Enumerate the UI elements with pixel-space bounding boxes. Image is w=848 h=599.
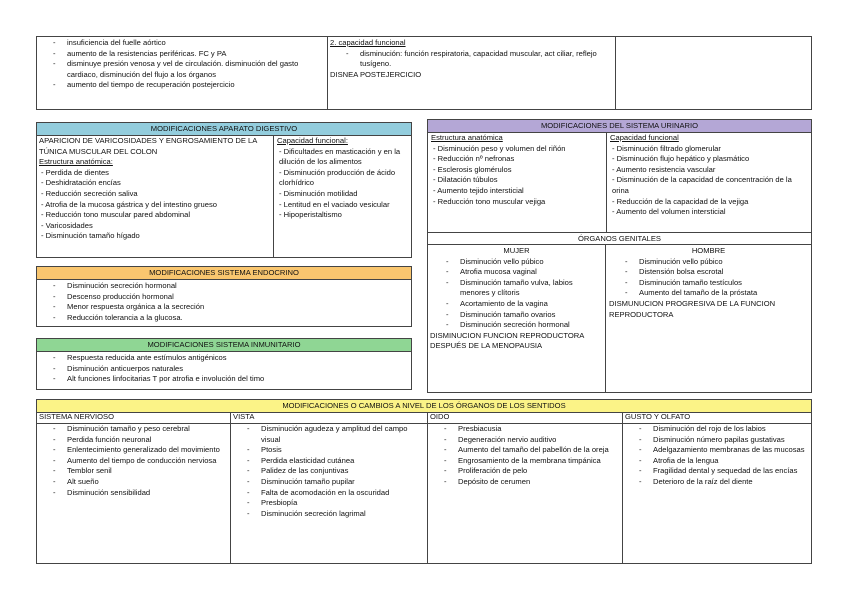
digestivo-title: MODIFICACIONES APARATO DIGESTIVO — [37, 123, 411, 136]
list-item: - Adelgazamiento membranas de las mucosas — [623, 445, 809, 456]
hombre-label: HOMBRE — [691, 246, 726, 255]
list-item: - Disminución anticuerpos naturales — [37, 364, 411, 375]
nervioso-col — [37, 412, 230, 563]
list-item: - Atrofia de la lengua — [623, 456, 809, 467]
list-item: - Acortamiento de la vagina — [430, 299, 603, 310]
top-col-1-list — [37, 38, 327, 91]
list-item: - Reducción tono muscular vejiga — [433, 196, 546, 206]
list-item: - Disminución tamaño vulva, labios menores y clítoris — [430, 278, 603, 299]
endocrino-box — [36, 266, 412, 327]
list-item: - Disminución secreción hormonal — [430, 320, 603, 331]
list-item: - Disminución producción de ácido clorhídrico — [279, 167, 396, 188]
list-item: - Disminución tamaño pupilar — [231, 477, 425, 488]
list-item: - disminución: función respiratoria, capacidad muscular, act ciliar, reflejo tusígeno. — [330, 49, 613, 70]
list-item: - Disminución sensibilidad — [37, 488, 228, 499]
sentidos-box — [36, 399, 812, 564]
list-item: - Alt sueño — [37, 477, 228, 488]
hombre-list — [609, 257, 808, 299]
top-table — [36, 36, 812, 110]
list-item: - Reducción secreción saliva — [41, 188, 138, 198]
list-item: - Disminución secreción hormonal — [37, 281, 411, 292]
inmunitario-list — [37, 352, 411, 385]
urinario-right — [606, 132, 811, 232]
urinario-left-list — [431, 144, 603, 208]
list-item: - Atrofia de la mucosa gástrica y del intestino grueso — [41, 199, 218, 209]
sentidos-title: MODIFICACIONES O CAMBIOS A NIVEL DE LOS ÓRGANOS DE LOS SENTIDOS — [37, 400, 811, 413]
inmunitario-box — [36, 338, 412, 390]
list-item: - Distensión bolsa escrotal — [609, 267, 808, 278]
sentidos-body — [37, 412, 811, 563]
list-item: - aumento del tiempo de recuperación postejercicio — [37, 80, 327, 91]
digestivo-right — [273, 135, 411, 257]
endocrino-list — [37, 280, 411, 323]
list-item: - Proliferación de pelo — [428, 466, 620, 477]
list-item: - aumento de la resistencias periféricas. FC y PA — [37, 49, 327, 60]
vista-label: VISTA — [231, 412, 427, 424]
list-item: - Perdida de dientes — [41, 167, 109, 177]
top-col-3 — [615, 37, 811, 109]
list-item: - Dilatación túbulos — [433, 175, 498, 185]
list-item: - Reducción tolerancia a la glucosa. — [37, 313, 411, 324]
genitales-hombre — [605, 245, 811, 392]
urinario-right-list — [610, 144, 808, 218]
endocrino-title: MODIFICACIONES SISTEMA ENDOCRINO — [37, 267, 411, 280]
list-item: - Disminución tamaño testículos — [609, 278, 808, 289]
top-col-2-footer: DISNEA POSTEJERCICIO — [330, 69, 422, 79]
list-item: - insuficiencia del fuelle aórtico — [37, 38, 327, 49]
urinario-genitales-box — [427, 119, 812, 393]
mujer-footer: DISMINUCION FUNCION REPRODUCTORA DESPUÉS DE LA MENOPAUSIA — [430, 330, 584, 351]
digestivo-right-heading: Capacidad funcional: — [277, 136, 348, 145]
genitales-title: ÓRGANOS GENITALES — [428, 233, 811, 245]
list-item: - Presbiopía — [231, 498, 425, 509]
digestivo-right-list — [277, 147, 408, 221]
list-item: - Disminución peso y volumen del riñón — [433, 143, 566, 153]
list-item: - Fragilidad dental y sequedad de las encías — [623, 466, 809, 477]
list-item: - Reducción nº nefronas — [433, 154, 515, 164]
list-item: - Disminución filtrado glomerular — [612, 143, 721, 153]
list-item: - Presbiacusia — [428, 424, 620, 435]
list-item: - Alt funciones linfocitarias T por atrofia e involución del timo — [37, 374, 411, 385]
list-item: - Disminución tamaño ovarios — [430, 310, 603, 321]
list-item: - Varicosidades — [41, 220, 93, 230]
top-col-2 — [327, 37, 615, 109]
top-col-2-list — [330, 49, 613, 70]
gusto-list — [623, 424, 811, 488]
list-item: - Disminución vello púbico — [609, 257, 808, 268]
urinario-left — [428, 132, 606, 232]
urinario-body — [428, 132, 811, 233]
list-item: - Perdida función neuronal — [37, 435, 228, 446]
list-item: - Disminución secreción lagrimal — [231, 509, 425, 520]
list-item: - Respuesta reducida ante estímulos antigénicos — [37, 353, 411, 364]
list-item: - Aumento del volumen intersticial — [612, 207, 726, 217]
list-item: - Esclerosis glomérulos — [433, 164, 512, 174]
nervioso-list — [37, 424, 230, 498]
vista-col — [230, 412, 427, 563]
mujer-label: MUJER — [503, 246, 530, 255]
list-item: - Dificultades en masticación y en la dilución de los alimentos — [279, 146, 401, 167]
list-item: - Temblor senil — [37, 466, 228, 477]
list-item: - Aumento del tiempo de conducción nerviosa — [37, 456, 228, 467]
digestivo-box — [36, 122, 412, 258]
list-item: - Falta de acomodación en la oscuridad — [231, 488, 425, 499]
urinario-title: MODIFICACIONES DEL SISTEMA URINARIO — [428, 120, 811, 133]
list-item: - Disminución vello púbico — [430, 257, 603, 268]
list-item: - Menor respuesta orgánica a la secreción — [37, 302, 411, 313]
list-item: - Disminución motilidad — [279, 188, 358, 198]
vista-list — [231, 424, 427, 519]
list-item: - Descenso producción hormonal — [37, 292, 411, 303]
nervioso-label: SISTEMA NERVIOSO — [37, 412, 230, 424]
top-col-1 — [37, 37, 327, 109]
list-item: - Aumento tejido intersticial — [433, 185, 524, 195]
digestivo-left-list — [39, 168, 271, 242]
urinario-left-heading: Estructura anatómica — [431, 133, 503, 142]
gusto-col — [622, 412, 811, 563]
list-item: - Hipoperistaltismo — [279, 210, 342, 220]
list-item: - Deshidratación encías — [41, 178, 121, 188]
list-item: - Depósito de cerumen — [428, 477, 620, 488]
list-item: - Atrofia mucosa vaginal — [430, 267, 603, 278]
list-item: - Disminución del rojo de los labios — [623, 424, 809, 435]
list-item: - Disminución número papilas gustativas — [623, 435, 809, 446]
list-item: - Disminución tamaño hígado — [41, 231, 140, 241]
top-col-2-heading: 2. capacidad funcional — [330, 38, 406, 47]
list-item: - Disminución flujo hepático y plasmático — [612, 154, 750, 164]
digestivo-intro: APARICION DE VARICOSIDADES Y ENGROSAMIENTO DE LA TÚNICA MUSCULAR DEL COLON — [39, 136, 257, 156]
list-item: - Aumento resistencia vascular — [612, 164, 716, 174]
list-item: - Aumento del tamaño del pabellón de la oreja — [428, 445, 620, 456]
list-item: - Enlentecimiento generalizado del movimiento — [37, 445, 228, 456]
list-item: - disminuye presión venosa y vel de circulación. disminución del gasto cardiaco, disminución del flujo a los órganos — [37, 59, 327, 80]
genitales-body — [428, 245, 811, 392]
digestivo-body — [37, 135, 411, 257]
list-item: - Deterioro de la raíz del diente — [623, 477, 809, 488]
list-item: - Lentitud en el vaciado vesicular — [279, 199, 390, 209]
oido-label: OIDO — [428, 412, 622, 424]
list-item: - Palidez de las conjuntivas — [231, 466, 425, 477]
list-item: - Perdida elasticidad cutánea — [231, 456, 425, 467]
list-item: - Disminución tamaño y peso cerebral — [37, 424, 228, 435]
oido-col — [427, 412, 622, 563]
list-item: - Ptosis — [231, 445, 425, 456]
list-item: - Reducción tono muscular pared abdominal — [41, 210, 191, 220]
list-item: - Disminución de la capacidad de concentración de la orina — [612, 175, 792, 195]
genitales-mujer — [428, 245, 605, 392]
digestivo-left — [37, 135, 273, 257]
mujer-list — [430, 257, 603, 331]
gusto-label: GUSTO Y OLFATO — [623, 412, 811, 424]
list-item: - Engrosamiento de la membrana timpánica — [428, 456, 620, 467]
urinario-right-heading: Capacidad funcional — [610, 133, 679, 142]
inmunitario-title: MODIFICACIONES SISTEMA INMUNITARIO — [37, 339, 411, 352]
list-item: - Aumento del tamaño de la próstata — [609, 288, 808, 299]
hombre-footer: DISMUNUCION PROGRESIVA DE LA FUNCION REPRODUCTORA — [609, 298, 776, 319]
list-item: - Disminución agudeza y amplitud del campo visual — [231, 424, 425, 445]
list-item: - Reducción de la capacidad de la vejiga — [612, 196, 749, 206]
list-item: - Degeneración nervio auditivo — [428, 435, 620, 446]
oido-list — [428, 424, 622, 488]
digestivo-left-heading: Estructura anatómica: — [39, 157, 113, 167]
